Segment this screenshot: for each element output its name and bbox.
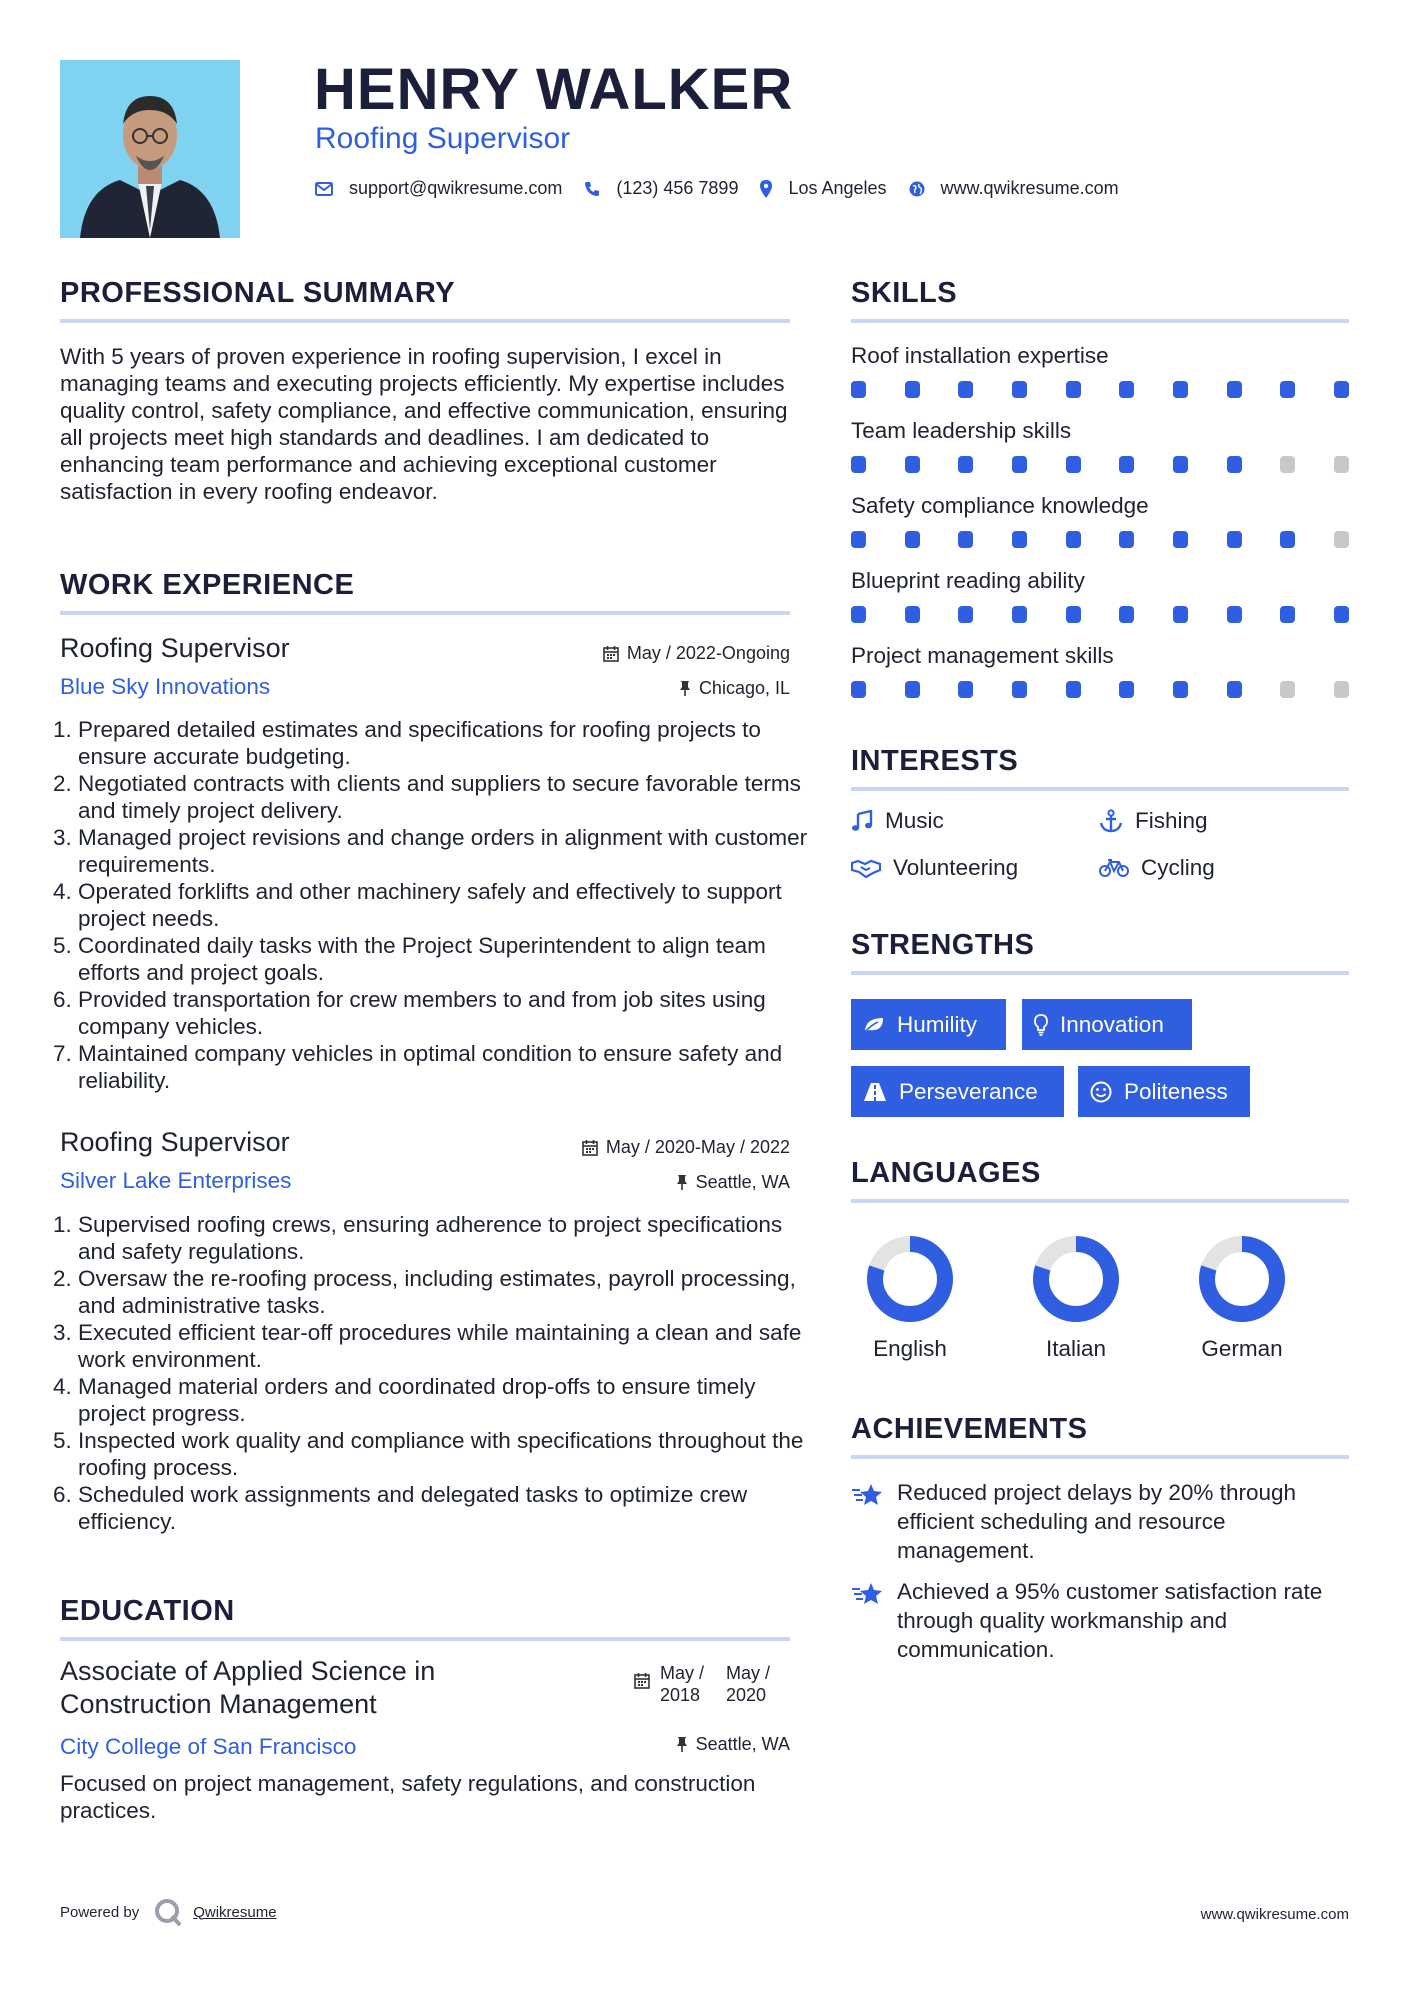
summary-heading: PROFESSIONAL SUMMARY <box>60 277 456 309</box>
skill-dot-filled <box>1066 456 1081 473</box>
duty-item: 4. Managed material orders and coordinated drop-offs to ensure timely project progress. <box>78 1373 808 1427</box>
calendar-icon <box>582 1139 598 1156</box>
qwikresume-logo-icon <box>153 1897 183 1927</box>
language-name: English <box>873 1336 947 1361</box>
language-name: Italian <box>1045 1336 1107 1361</box>
leaf-icon <box>863 1016 885 1034</box>
experience-heading: WORK EXPERIENCE <box>60 569 355 601</box>
job-duties <box>60 716 808 1094</box>
skill-dot-filled <box>1227 531 1242 548</box>
achievements-heading: ACHIEVEMENTS <box>851 1413 1088 1445</box>
smile-icon <box>1090 1081 1112 1103</box>
candidate-name: HENRY WALKER <box>314 57 794 122</box>
job-location <box>676 1172 790 1193</box>
skill-dot-empty <box>1334 531 1349 548</box>
job-duties <box>60 1211 808 1535</box>
star-trophy-icon <box>851 1581 883 1607</box>
skill-dot-filled <box>851 606 866 623</box>
interest-item <box>1099 808 1208 834</box>
duty-item: 7. Maintained company vehicles in optimal condition to ensure safety and reliability. <box>78 1040 808 1094</box>
language-donut <box>1031 1234 1121 1324</box>
duty-item: 4. Operated forklifts and other machinery safely and effectively to support project needs. <box>78 878 808 932</box>
skill-name: Project management skills <box>851 643 1114 668</box>
skill-dot-filled <box>851 456 866 473</box>
language-name: German <box>1201 1336 1283 1361</box>
calendar-icon <box>634 1672 650 1689</box>
skill-dot-filled <box>1012 381 1027 398</box>
skill-name: Blueprint reading ability <box>851 568 1085 593</box>
skills-rule <box>851 319 1349 323</box>
skill-dot-filled <box>1012 606 1027 623</box>
skill-dot-filled <box>958 381 973 398</box>
degree-title: Associate of Applied Science in Construction Management <box>60 1656 436 1719</box>
skill-name: Team leadership skills <box>851 418 1072 443</box>
handshake-icon <box>851 858 881 878</box>
skill-name: Roof installation expertise <box>851 343 1109 368</box>
job-location-text: Seattle, WA <box>695 1172 790 1192</box>
interest-item <box>851 808 944 834</box>
star-trophy-icon <box>851 1482 883 1508</box>
skill-dot-filled <box>905 531 920 548</box>
skill-dot-filled <box>905 456 920 473</box>
footer-powered-by <box>60 1897 277 1927</box>
skill-dot-filled <box>1119 381 1134 398</box>
interests-heading: INTERESTS <box>851 745 1019 777</box>
language-donut <box>865 1234 955 1324</box>
duty-item: 3. Executed efficient tear-off procedures while maintaining a clean and safe work environment. <box>78 1319 808 1373</box>
skill-dot-filled <box>905 606 920 623</box>
strength-badge <box>851 999 1006 1050</box>
brand-link[interactable]: Qwikresume <box>193 1903 277 1921</box>
interest-label: Cycling <box>1141 855 1215 880</box>
skills-heading: SKILLS <box>851 277 958 309</box>
contact-website[interactable] <box>909 178 1119 199</box>
skill-dot-empty <box>1280 681 1295 698</box>
job-location-text: Chicago, IL <box>698 678 790 698</box>
duty-item: 6. Provided transportation for crew members to and from job sites using company vehicles. <box>78 986 808 1040</box>
skill-dot-filled <box>1119 531 1134 548</box>
skill-dot-filled <box>905 381 920 398</box>
skill-dot-filled <box>958 456 973 473</box>
phone-text: (123) 456 7899 <box>616 178 739 198</box>
skill-dot-filled <box>1334 381 1349 398</box>
achievement-item <box>851 1478 1351 1565</box>
skill-dot-filled <box>1173 681 1188 698</box>
strength-badge <box>1022 999 1192 1050</box>
job-title: Roofing Supervisor <box>60 633 290 663</box>
summary-text: With 5 years of proven experience in roofing supervision, I excel in managing teams and executing projects efficiently. My expertise includes quality control, safety compliance, and effective communication, ensuring all projects meet high standards and deadlines. I am dedicated to enhancing team performance and achieving exceptional customer satisfaction in every roofing endeavor. <box>60 344 788 504</box>
education-start: May / 2018 <box>660 1663 705 1705</box>
company-name: Blue Sky Innovations <box>60 674 271 699</box>
contact-phone[interactable] <box>584 178 738 199</box>
skill-dot-filled <box>1227 456 1242 473</box>
globe-icon <box>909 181 925 197</box>
duty-item: 2. Oversaw the re-roofing process, including estimates, payroll processing, and administrative tasks. <box>78 1265 808 1319</box>
pushpin-icon <box>676 1174 688 1191</box>
language-item <box>1182 1234 1302 1362</box>
languages-rule <box>851 1199 1349 1203</box>
contact-email[interactable] <box>315 178 562 199</box>
duty-item: 5. Inspected work quality and compliance with specifications throughout the roofing process. <box>78 1427 808 1481</box>
calendar-icon <box>603 645 619 662</box>
language-item <box>850 1234 970 1362</box>
skill-dot-filled <box>1119 681 1134 698</box>
company-name: Silver Lake Enterprises <box>60 1168 292 1193</box>
skill-dot-filled <box>1066 531 1081 548</box>
skill-dot-filled <box>1012 456 1027 473</box>
strength-label: Politeness <box>1124 1078 1228 1104</box>
education-location-text: Seattle, WA <box>695 1734 790 1754</box>
skill-dot-filled <box>1066 381 1081 398</box>
candidate-title: Roofing Supervisor <box>315 122 571 155</box>
education-dates <box>634 1662 778 1706</box>
skill-dot-filled <box>1280 531 1295 548</box>
email-text: support@qwikresume.com <box>349 178 563 198</box>
powered-by-text: Powered by <box>60 1903 140 1921</box>
strength-badge <box>851 1066 1064 1117</box>
language-item <box>1016 1234 1136 1362</box>
education-end: May / 2020 <box>726 1663 771 1705</box>
language-donut <box>1197 1234 1287 1324</box>
skill-dot-empty <box>1334 681 1349 698</box>
job-dates-text: May / 2022-Ongoing <box>626 643 790 663</box>
pushpin-icon <box>679 680 691 697</box>
duty-item: 1. Prepared detailed estimates and specifications for roofing projects to ensure accurate budgeting. <box>78 716 808 770</box>
bicycle-icon <box>1099 858 1129 878</box>
lightbulb-icon <box>1034 1014 1048 1036</box>
job-dates <box>603 643 790 664</box>
skill-dot-filled <box>905 681 920 698</box>
phone-icon <box>584 181 600 197</box>
music-icon <box>851 810 873 832</box>
skill-dot-filled <box>851 681 866 698</box>
skill-dot-filled <box>1280 606 1295 623</box>
strengths-rule <box>851 971 1349 975</box>
website-text: www.qwikresume.com <box>940 178 1119 198</box>
summary-rule <box>60 319 790 323</box>
contact-bar <box>315 178 1141 199</box>
contact-location <box>760 178 886 199</box>
skill-dot-filled <box>1173 606 1188 623</box>
profile-photo <box>60 60 240 238</box>
duty-item: 5. Coordinated daily tasks with the Project Superintendent to align team efforts and project goals. <box>78 932 808 986</box>
skill-rating <box>851 681 1351 699</box>
duty-item: 3. Managed project revisions and change orders in alignment with customer requirements. <box>78 824 808 878</box>
skill-dot-filled <box>1334 606 1349 623</box>
skill-dot-filled <box>1227 606 1242 623</box>
school-name: City College of San Francisco <box>60 1734 357 1759</box>
strengths-heading: STRENGTHS <box>851 929 1035 961</box>
interest-item <box>1099 855 1215 881</box>
skill-dot-filled <box>958 531 973 548</box>
skill-rating <box>851 606 1351 624</box>
anchor-icon <box>1099 809 1123 833</box>
duty-item: 6. Scheduled work assignments and delegated tasks to optimize crew efficiency. <box>78 1481 808 1535</box>
duty-item: 1. Supervised roofing crews, ensuring adherence to project specifications and safety regulations. <box>78 1211 808 1265</box>
education-rule <box>60 1637 790 1641</box>
achievements-rule <box>851 1455 1349 1459</box>
education-description: Focused on project management, safety regulations, and construction practices. <box>60 1771 756 1823</box>
skill-rating <box>851 531 1351 549</box>
skill-dot-filled <box>1119 456 1134 473</box>
job-title: Roofing Supervisor <box>60 1127 290 1157</box>
interests-rule <box>851 787 1349 791</box>
job-dates-text: May / 2020-May / 2022 <box>605 1137 790 1157</box>
skill-dot-filled <box>958 681 973 698</box>
skill-dot-filled <box>851 531 866 548</box>
achievement-text: Reduced project delays by 20% through efficient scheduling and resource management. <box>897 1480 1297 1563</box>
experience-rule <box>60 611 790 615</box>
skill-rating <box>851 456 1351 474</box>
pushpin-icon <box>676 1736 688 1753</box>
skill-dot-empty <box>1334 456 1349 473</box>
skill-dot-filled <box>1173 456 1188 473</box>
strength-label: Humility <box>897 1011 978 1037</box>
achievement-text: Achieved a 95% customer satisfaction rate through quality workmanship and communication. <box>897 1579 1323 1662</box>
strength-badge <box>1078 1066 1250 1117</box>
job-location <box>679 678 790 699</box>
road-icon <box>863 1082 887 1102</box>
languages-heading: LANGUAGES <box>851 1157 1041 1189</box>
job-dates <box>582 1137 790 1158</box>
skill-dot-filled <box>1119 606 1134 623</box>
skill-dot-filled <box>1012 531 1027 548</box>
education-heading: EDUCATION <box>60 1595 235 1627</box>
skill-dot-filled <box>1280 381 1295 398</box>
skill-dot-filled <box>851 381 866 398</box>
skill-dot-filled <box>1066 606 1081 623</box>
skill-dot-filled <box>1173 381 1188 398</box>
skill-dot-empty <box>1280 456 1295 473</box>
interest-label: Volunteering <box>893 855 1019 880</box>
strength-label: Perseverance <box>899 1078 1038 1104</box>
skill-dot-filled <box>1227 381 1242 398</box>
education-location <box>676 1734 790 1755</box>
interest-item <box>851 855 1018 881</box>
skill-name: Safety compliance knowledge <box>851 493 1149 518</box>
skill-rating <box>851 381 1351 399</box>
interest-label: Fishing <box>1135 808 1208 833</box>
interest-label: Music <box>885 808 944 833</box>
skill-dot-filled <box>1227 681 1242 698</box>
footer-website[interactable]: www.qwikresume.com <box>1200 1906 1349 1923</box>
skill-dot-filled <box>1173 531 1188 548</box>
duty-item: 2. Negotiated contracts with clients and suppliers to secure favorable terms and timely project delivery. <box>78 770 808 824</box>
strength-label: Innovation <box>1060 1011 1164 1037</box>
map-pin-icon <box>760 180 772 198</box>
skill-dot-filled <box>958 606 973 623</box>
achievement-item <box>851 1577 1351 1664</box>
envelope-icon <box>315 182 333 196</box>
skill-dot-filled <box>1012 681 1027 698</box>
skill-dot-filled <box>1066 681 1081 698</box>
location-text: Los Angeles <box>788 178 887 198</box>
